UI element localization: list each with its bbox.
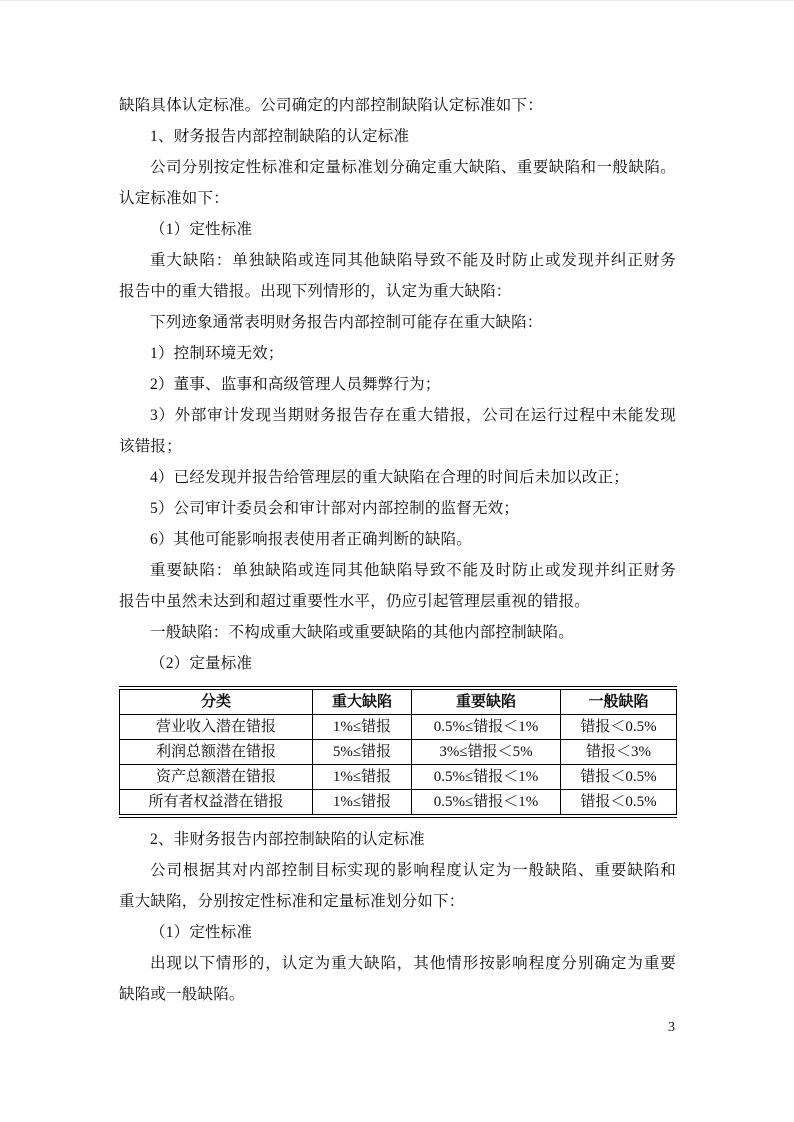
- page-body: [119, 90, 676, 1010]
- table-cell: 资产总额潜在错报: [120, 765, 313, 790]
- text-line: 4）已经发现并报告给管理层的重大缺陷在合理的时间后未加以改正；: [150, 469, 629, 486]
- text-line: 认定标准如下：: [119, 190, 229, 207]
- text-line: 2、非财务报告内部控制缺陷的认定标准: [150, 831, 425, 848]
- page-top-edge: [0, 0, 794, 1]
- text-line: 重要缺陷：单独缺陷或连同其他缺陷导致不能及时防止或发现并纠正财务: [150, 562, 676, 579]
- text-line: 公司根据其对内部控制目标实现的影响程度认定为一般缺陷、重要缺陷和: [150, 862, 676, 879]
- table-cell: 错报＜0.5%: [561, 765, 677, 790]
- table-header-row: [120, 688, 677, 715]
- table-cell: 错报＜0.5%: [561, 790, 677, 817]
- text-line: 5）公司审计委员会和审计部对内部控制的监督无效；: [150, 500, 520, 517]
- text-line: 2）董事、监事和高级管理人员舞弊行为；: [150, 376, 441, 393]
- table-cell: 错报＜0.5%: [561, 715, 677, 740]
- table-header-cell: 重大缺陷: [313, 688, 412, 715]
- table-cell: 营业收入潜在错报: [120, 715, 313, 740]
- table-cell: 5%≤错报: [313, 740, 412, 765]
- table-row: [120, 765, 677, 790]
- text-line: 3）外部审计发现当期财务报告存在重大错报，公司在运行过程中未能发现: [150, 407, 676, 424]
- text-line: 缺陷具体认定标准。公司确定的内部控制缺陷认定标准如下：: [119, 97, 543, 114]
- table-cell: 错报＜3%: [561, 740, 677, 765]
- table-cell: 利润总额潜在错报: [120, 740, 313, 765]
- body-text-before-table: [119, 90, 676, 679]
- text-line: 缺陷或一般缺陷。: [119, 986, 245, 1003]
- table-header-cell: 分类: [120, 688, 313, 715]
- table-cell: 3%≤错报＜5%: [412, 740, 561, 765]
- table-cell: 1%≤错报: [313, 790, 412, 817]
- text-line: 1）控制环境无效；: [150, 345, 284, 362]
- text-line: 报告中虽然未达到和超过重要性水平，仍应引起管理层重视的错报。: [119, 593, 591, 610]
- text-line: 重大缺陷，分别按定性标准和定量标准划分如下：: [119, 893, 465, 910]
- body-text-after-table: [119, 824, 676, 1010]
- table-row: [120, 715, 677, 740]
- text-line: 1、财务报告内部控制缺陷的认定标准: [150, 128, 410, 145]
- text-line: 一般缺陷：不构成重大缺陷或重要缺陷的其他内部控制缺陷。: [150, 624, 574, 641]
- table-cell: 0.5%≤错报＜1%: [412, 765, 561, 790]
- table-cell: 0.5%≤错报＜1%: [412, 715, 561, 740]
- text-line: 出现以下情形的，认定为重大缺陷，其他情形按影响程度分别确定为重要: [150, 955, 676, 972]
- table-row: [120, 740, 677, 765]
- text-line: （2）定量标准: [150, 655, 253, 672]
- text-line: （1）定性标准: [150, 924, 253, 941]
- table-header-cell: 重要缺陷: [412, 688, 561, 715]
- page-number: 3: [668, 1020, 675, 1035]
- table-cell: 1%≤错报: [313, 765, 412, 790]
- table-row: [120, 790, 677, 817]
- text-line: 下列迹象通常表明财务报告内部控制可能存在重大缺陷：: [150, 314, 543, 331]
- text-line: 公司分别按定性标准和定量标准划分确定重大缺陷、重要缺陷和一般缺陷。: [150, 159, 676, 176]
- table-cell: 所有者权益潜在错报: [120, 790, 313, 817]
- text-line: 该错报；: [119, 438, 182, 455]
- quantitative-standards-table: [119, 686, 677, 818]
- text-line: 6）其他可能影响报表使用者正确判断的缺陷。: [150, 531, 472, 548]
- text-line: 重大缺陷：单独缺陷或连同其他缺陷导致不能及时防止或发现并纠正财务: [150, 252, 676, 269]
- table-cell: 0.5%≤错报＜1%: [412, 790, 561, 817]
- text-line: 报告中的重大错报。出现下列情形的，认定为重大缺陷：: [119, 283, 512, 300]
- text-line: （1）定性标准: [150, 221, 253, 238]
- table-header-cell: 一般缺陷: [561, 688, 677, 715]
- table-cell: 1%≤错报: [313, 715, 412, 740]
